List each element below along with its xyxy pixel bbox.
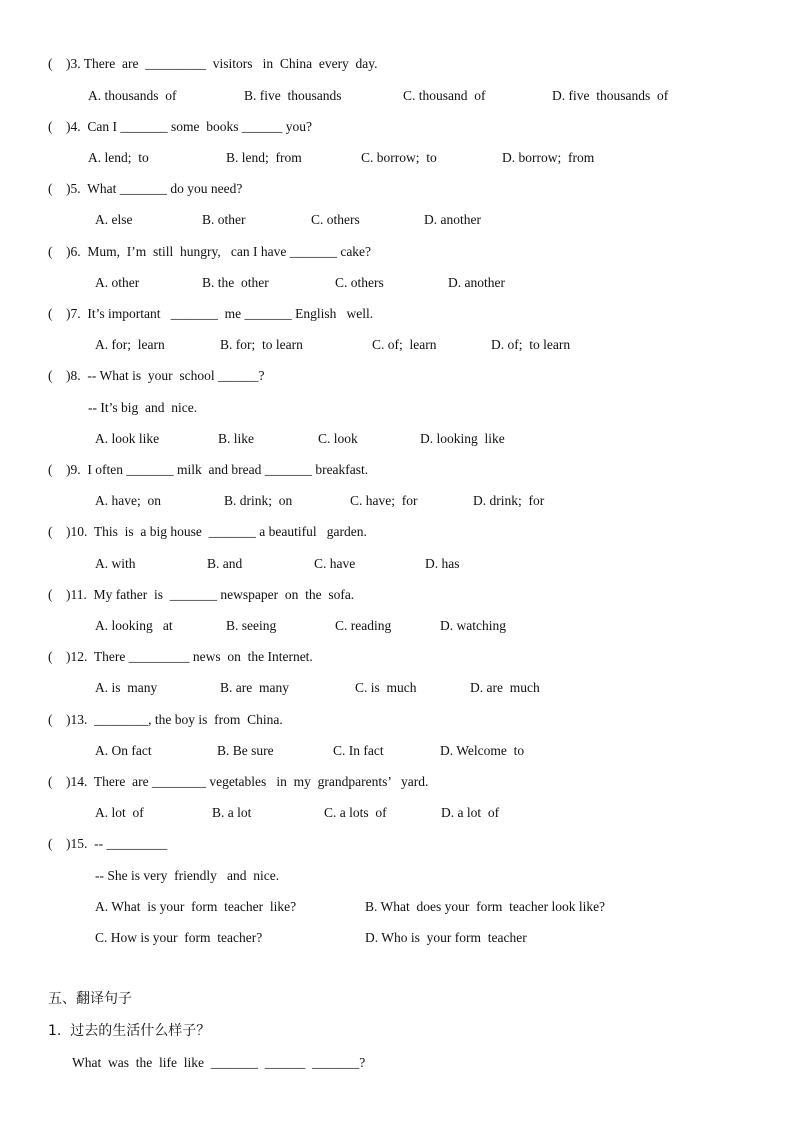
q11-option-b: B. seeing [226,618,277,633]
q14-option-b: B. a lot [212,805,252,820]
q9-option-d: D. drink; for [473,493,545,508]
q6-option-b: B. the other [202,275,269,290]
question-6: ( )6. Mum, I’m still hungry, can I have _______ cake? [48,244,372,259]
q7-option-b: B. for; to learn [220,337,303,352]
q5-option-b: B. other [202,212,246,227]
section-heading: 五、翻译句子 [48,991,132,1007]
q14-option-c: C. a lots of [324,805,387,820]
q9-option-a: A. have; on [95,493,161,508]
q11-option-c: C. reading [335,618,392,633]
q13-option-b: B. Be sure [217,743,274,758]
question-12: ( )12. There _________ news on the Internet. [48,649,313,664]
q15-option-c: C. How is your form teacher? [95,930,263,945]
q3-option-d: D. five thousands of [552,88,669,103]
q12-option-d: D. are much [470,680,540,695]
question-15: ( )15. -- _________ [48,836,168,851]
q7-option-c: C. of; learn [372,337,437,352]
translation-item-1-english: What was the life like _______ ______ _______? [72,1055,366,1070]
question-3: ( )3. There are _________ visitors in China every day. [48,56,378,71]
q13-option-a: A. On fact [95,743,152,758]
q3-option-c: C. thousand of [403,88,486,103]
translation-item-1-chinese: 1. 过去的生活什么样子？ [48,1023,211,1039]
q8-option-d: D. looking like [420,431,505,446]
q8-option-b: B. like [218,431,254,446]
question-9: ( )9. I often _______ milk and bread _______ breakfast. [48,462,369,477]
q10-option-c: C. have [314,556,356,571]
question-8: ( )8. -- What is your school ______? [48,368,265,383]
q11-option-a: A. looking at [95,618,173,633]
question-14: ( )14. There are ________ vegetables in my grandparents’ yard. [48,774,429,789]
q10-option-a: A. with [95,556,136,571]
q4-option-b: B. lend; from [226,150,302,165]
q9-option-b: B. drink; on [224,493,293,508]
q3-option-a: A. thousands of [88,88,177,103]
question-10: ( )10. This is a big house _______ a beautiful garden. [48,524,367,539]
q14-option-a: A. lot of [95,805,144,820]
q6-option-c: C. others [335,275,384,290]
q8-option-c: C. look [318,431,358,446]
question-11: ( )11. My father is _______ newspaper on the sofa. [48,587,355,602]
q8-option-a: A. look like [95,431,160,446]
q3-option-b: B. five thousands [244,88,342,103]
q12-option-b: B. are many [220,680,289,695]
q14-option-d: D. a lot of [441,805,500,820]
q10-option-b: B. and [207,556,243,571]
q15-option-d: D. Who is your form teacher [365,930,527,945]
q13-option-d: D. Welcome to [440,743,525,758]
q10-option-d: D. has [425,556,460,571]
q5-option-c: C. others [311,212,360,227]
q11-option-d: D. watching [440,618,506,633]
q12-option-c: C. is much [355,680,417,695]
question-5: ( )5. What _______ do you need? [48,181,243,196]
q5-option-a: A. else [95,212,133,227]
q4-option-d: D. borrow; from [502,150,595,165]
q4-option-c: C. borrow; to [361,150,437,165]
q9-option-c: C. have; for [350,493,418,508]
q5-option-d: D. another [424,212,481,227]
q6-option-d: D. another [448,275,505,290]
q4-option-a: A. lend; to [88,150,149,165]
question-7: ( )7. It’s important _______ me _______ English well. [48,306,374,321]
q7-option-a: A. for; learn [95,337,165,352]
q12-option-a: A. is many [95,680,158,695]
q7-option-d: D. of; to learn [491,337,571,352]
q13-option-c: C. In fact [333,743,384,758]
question-4: ( )4. Can I _______ some books ______ you? [48,119,312,134]
q8-answer-line: -- It’s big and nice. [88,400,198,415]
q15-option-a: A. What is your form teacher like? [95,899,297,914]
q6-option-a: A. other [95,275,140,290]
q15-answer-line: -- She is very friendly and nice. [95,868,280,883]
question-13: ( )13. ________, the boy is from China. [48,712,283,727]
q15-option-b: B. What does your form teacher look like? [365,899,606,914]
